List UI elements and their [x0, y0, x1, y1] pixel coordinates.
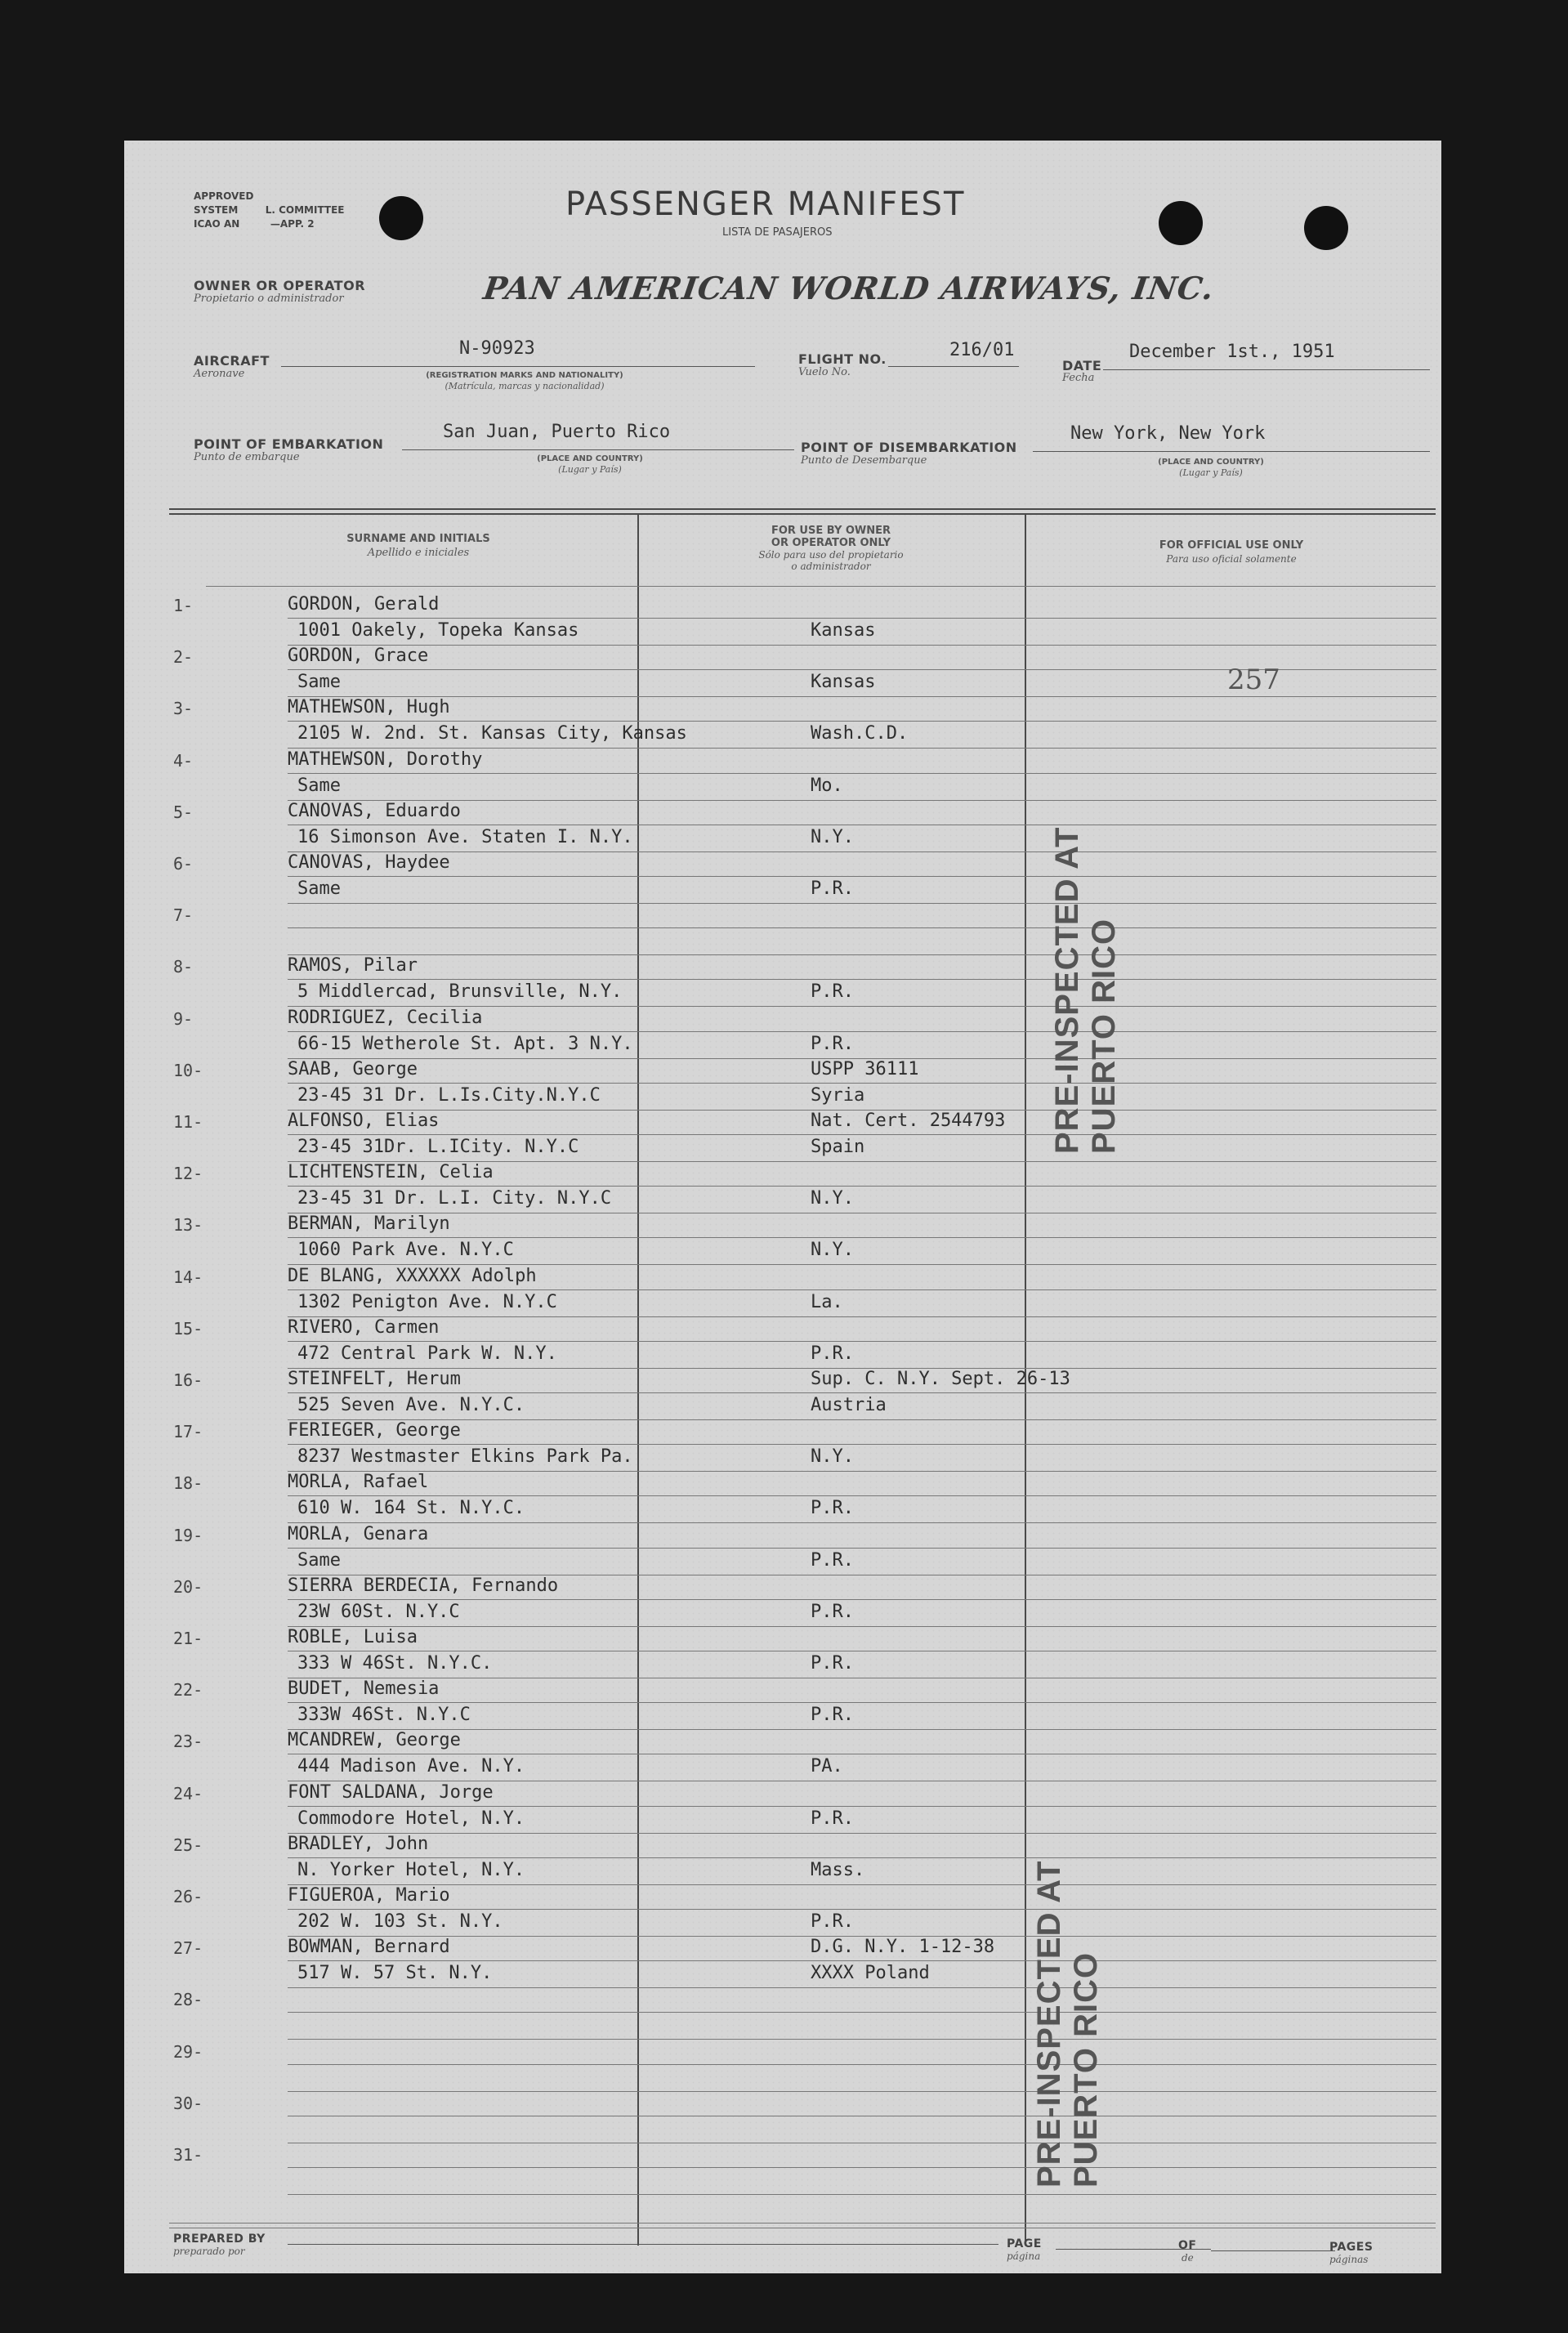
row-number: 14- [173, 1267, 203, 1287]
owner-residence: P.R. [811, 1705, 854, 1726]
row-number: 10- [173, 1060, 203, 1080]
row-number: 4- [173, 750, 194, 771]
table-row [173, 1937, 1436, 1989]
passenger-name: CANOVAS, Eduardo [288, 800, 461, 821]
row-number: 5- [173, 802, 194, 822]
passenger-name: BUDET, Nemesia [288, 1678, 440, 1700]
col-owner-header-2: OR OPERATOR ONLY [771, 537, 891, 549]
table-row [173, 1472, 1436, 1524]
passenger-address: 23-45 31 Dr. L.Is.City.N.Y.C [297, 1084, 601, 1106]
col-owner-header-es-2: o administrador [791, 561, 871, 572]
official-number: 257 [1227, 664, 1280, 696]
passenger-name: ROBLE, Luisa [288, 1627, 418, 1647]
passenger-address: 1302 Penigton Ave. N.Y.C [297, 1291, 557, 1312]
row-number: 16- [173, 1370, 203, 1390]
prepared-by-label: PREPARED BY [173, 2232, 266, 2246]
embarkation-sublabel: Punto de embarque [194, 451, 300, 463]
page-title: PASSENGER MANIFEST [565, 185, 966, 223]
passenger-address: 610 W. 164 St. N.Y.C. [297, 1498, 525, 1519]
row-number: 7- [173, 905, 194, 926]
table-row [173, 1988, 1436, 2040]
airline-name: PAN AMERICAN WORLD AIRWAYS, INC. [480, 270, 1217, 306]
passenger-address: 16 Simonson Ave. Staten I. N.Y. [297, 826, 633, 847]
owner-residence: Mass. [811, 1859, 865, 1880]
disembarkation-value: New York, New York [1070, 423, 1266, 444]
table-row [173, 697, 1436, 749]
table-row [173, 2040, 1436, 2093]
table-row [173, 904, 1436, 956]
owner-residence: Kansas [811, 672, 876, 693]
table-row [173, 594, 1436, 646]
pages-label: PAGES [1329, 2241, 1374, 2254]
embark-place-note-es: (Lugar y País) [558, 464, 622, 475]
table-row [173, 1369, 1436, 1421]
passenger-name: RAMOS, Pilar [288, 955, 418, 977]
passenger-address: 8237 Westmaster Elkins Park Pa. [297, 1446, 633, 1468]
disembarkation-label: POINT OF DISEMBARKATION [801, 440, 1017, 455]
table-row [173, 1162, 1436, 1214]
passenger-name: RODRIGUEZ, Cecilia [288, 1007, 483, 1028]
row-number: 25- [173, 1835, 203, 1855]
table-row [173, 1885, 1436, 1937]
passenger-name: BERMAN, Marilyn [288, 1213, 450, 1235]
row-number: 28- [173, 1990, 203, 2010]
owner-residence: P.R. [811, 1033, 854, 1054]
row-number: 6- [173, 854, 194, 874]
passenger-address: 333W 46St. N.Y.C [297, 1705, 471, 1726]
owner-residence: PA. [811, 1756, 843, 1777]
passenger-address: 517 W. 57 St. N.Y. [297, 1963, 493, 1984]
owner-residence: Mo. [811, 775, 843, 796]
passenger-name: BRADLEY, John [288, 1833, 429, 1854]
table-row [173, 1730, 1436, 1782]
passenger-address: Same [297, 672, 341, 693]
manifest-sheet [124, 141, 1441, 2273]
table-row [173, 1317, 1436, 1370]
flight-value: 216/01 [949, 340, 1015, 360]
row-number: 29- [173, 2041, 203, 2062]
owner-residence: P.R. [811, 1911, 854, 1932]
table-row [173, 852, 1436, 905]
col-official-header: FOR OFFICIAL USE ONLY [1159, 539, 1304, 552]
passenger-address: 1001 Oakely, Topeka Kansas [297, 620, 579, 641]
row-number: 8- [173, 957, 194, 977]
table-row [173, 1420, 1436, 1473]
row-number: 23- [173, 1732, 203, 1752]
owner-residence: P.R. [811, 1343, 854, 1364]
owner-residence: Kansas [811, 620, 876, 641]
flight-sublabel: Vuelo No. [798, 366, 851, 378]
table-row [173, 955, 1436, 1008]
aircraft-label: AIRCRAFT [194, 353, 270, 369]
table-row [173, 2143, 1436, 2196]
aircraft-sublabel: Aeronave [194, 368, 245, 380]
passenger-address: Commodore Hotel, N.Y. [297, 1808, 525, 1829]
owner-residence: N.Y. [811, 1188, 854, 1209]
date-label: DATE [1062, 358, 1102, 373]
date-value: December 1st., 1951 [1129, 342, 1335, 362]
table-row [173, 1575, 1436, 1628]
row-number: 2- [173, 647, 194, 668]
passenger-address: 23W 60St. N.Y.C [297, 1601, 460, 1622]
passenger-address: Same [297, 1549, 341, 1571]
owner-residence: P.R. [811, 1601, 854, 1622]
owner-residence: La. [811, 1291, 843, 1312]
row-number: 31- [173, 2145, 203, 2165]
passenger-address: 23-45 31Dr. L.ICity. N.Y.C [297, 1137, 579, 1157]
table-row [173, 1782, 1436, 1835]
pages-sublabel: páginas [1329, 2254, 1369, 2265]
owner-residence: P.R. [811, 981, 854, 1003]
owner-residence: XXXX Poland [811, 1963, 930, 1984]
passenger-name: LICHTENSTEIN, Celia [288, 1162, 494, 1183]
table-row [173, 1627, 1436, 1679]
table-row [173, 1834, 1436, 1886]
row-number: 24- [173, 1783, 203, 1803]
punch-hole [379, 196, 423, 240]
table-row [173, 1524, 1436, 1576]
owner-residence: P.R. [811, 1549, 854, 1571]
row-number: 20- [173, 1576, 203, 1597]
passenger-name: CANOVAS, Haydee [288, 852, 450, 873]
of-sublabel: de [1182, 2252, 1194, 2264]
row-number: 27- [173, 1938, 203, 1959]
page-sublabel: página [1007, 2250, 1041, 2262]
preinspected-stamp: PRE-INSPECTED AT PUERTO RICO [1031, 1860, 1104, 2188]
passenger-name: MATHEWSON, Dorothy [288, 749, 483, 770]
passenger-address: 5 Middlercad, Brunsville, N.Y. [297, 981, 623, 1003]
table-row [173, 1059, 1436, 1111]
row-number: 11- [173, 1112, 203, 1132]
punch-hole [1304, 206, 1348, 250]
passenger-name: MATHEWSON, Hugh [288, 697, 450, 718]
row-number: 9- [173, 1008, 194, 1029]
of-label: OF [1178, 2239, 1197, 2252]
disembark-place-note-es: (Lugar y País) [1179, 467, 1243, 478]
row-number: 13- [173, 1215, 203, 1236]
row-number: 22- [173, 1680, 203, 1701]
row-number: 1- [173, 596, 194, 615]
row-number: 21- [173, 1629, 203, 1648]
col-owner-header-es-1: Sólo para uso del propietario [758, 549, 904, 561]
owner-residence: P.R. [811, 1498, 854, 1519]
embarkation-value: San Juan, Puerto Rico [443, 422, 671, 442]
col-official-header-es: Para uso oficial solamente [1166, 553, 1297, 565]
passenger-name: MORLA, Rafael [288, 1472, 429, 1493]
passenger-name: FERIEGER, George [288, 1420, 461, 1441]
passenger-address: 472 Central Park W. N.Y. [297, 1343, 557, 1364]
date-sublabel: Fecha [1062, 372, 1095, 384]
preinspected-stamp: PRE-INSPECTED AT PUERTO RICO [1049, 826, 1122, 1154]
table-row [173, 1266, 1436, 1318]
col-surname-header: SURNAME AND INITIALS [346, 533, 490, 545]
table-row [173, 1008, 1436, 1060]
aircraft-value: N-90923 [459, 338, 535, 359]
owner-residence: N.Y. [811, 1446, 854, 1468]
col-owner-header-1: FOR USE BY OWNER [771, 525, 891, 537]
passenger-name: MORLA, Genara [288, 1523, 429, 1544]
owner-residence: P.R. [811, 1653, 854, 1674]
page-subtitle: LISTA DE PASAJEROS [722, 226, 833, 239]
passenger-name: MCANDREW, George [288, 1730, 461, 1751]
page-label: PAGE [1007, 2237, 1042, 2250]
owner-residence: N.Y. [811, 1240, 854, 1261]
table-row [173, 1678, 1436, 1731]
embark-place-note: (PLACE AND COUNTRY) [537, 454, 643, 463]
table-row [173, 1111, 1436, 1163]
owner-note: D.G. N.Y. 1-12-38 [811, 1937, 995, 1958]
owner-residence: Austria [811, 1395, 887, 1415]
col-surname-header-es: Apellido e iniciales [367, 547, 470, 559]
owner-note: Sup. C. N.Y. Sept. 26-13 [811, 1369, 1070, 1389]
passenger-address: 2105 W. 2nd. St. Kansas City, Kansas [297, 723, 687, 744]
owner-residence: Spain [811, 1137, 865, 1157]
passenger-name: GORDON, Gerald [288, 594, 440, 615]
passenger-address: 333 W 46St. N.Y.C. [297, 1653, 493, 1674]
owner-residence: P.R. [811, 1808, 854, 1829]
embarkation-label: POINT OF EMBARKATION [194, 436, 384, 452]
owner-residence: Wash.C.D. [811, 723, 909, 744]
owner-sublabel: Propietario o administrador [194, 293, 344, 305]
passenger-address: Same [297, 878, 341, 899]
passenger-address: Same [297, 775, 341, 796]
passenger-address: 66-15 Wetherole St. Apt. 3 N.Y. [297, 1033, 633, 1054]
passenger-name: STEINFELT, Herum [288, 1369, 461, 1389]
approval-block: APPROVED SYSTEM L. COMMITTEE ICAO AN —APP. 2 [194, 190, 345, 230]
passenger-name: GORDON, Grace [288, 646, 429, 667]
passenger-name: FONT SALDANA, Jorge [288, 1781, 494, 1803]
row-number: 18- [173, 1473, 203, 1494]
row-number: 26- [173, 1887, 203, 1906]
flight-label: FLIGHT NO. [798, 351, 887, 367]
passenger-address: 23-45 31 Dr. L.I. City. N.Y.C [297, 1188, 612, 1209]
disembarkation-sublabel: Punto de Desembarque [801, 454, 927, 467]
owner-label: OWNER OR OPERATOR [194, 278, 366, 293]
passenger-name: SAAB, George [288, 1058, 418, 1079]
row-number: 15- [173, 1318, 203, 1339]
registration-note: (REGISTRATION MARKS AND NATIONALITY) [426, 371, 623, 380]
passenger-address: 525 Seven Ave. N.Y.C. [297, 1395, 525, 1415]
row-number: 19- [173, 1525, 203, 1545]
table-row [173, 1213, 1436, 1266]
table-row [173, 2092, 1436, 2144]
punch-hole [1159, 201, 1203, 245]
row-number: 17- [173, 1422, 203, 1442]
table-row [173, 749, 1436, 802]
passenger-name: FIGUEROA, Mario [288, 1885, 450, 1906]
owner-note: Nat. Cert. 2544793 [811, 1111, 1006, 1131]
passenger-name: DE BLANG, XXXXXX Adolph [288, 1265, 537, 1286]
row-number: 30- [173, 2093, 203, 2113]
passenger-address: 444 Madison Ave. N.Y. [297, 1756, 525, 1777]
owner-residence: N.Y. [811, 826, 854, 847]
passenger-name: RIVERO, Carmen [288, 1316, 440, 1338]
passenger-name: BOWMAN, Bernard [288, 1937, 450, 1958]
owner-residence: Syria [811, 1084, 865, 1106]
passenger-address: 202 W. 103 St. N.Y. [297, 1911, 503, 1932]
passenger-name: SIERRA BERDECIA, Fernando [288, 1575, 559, 1596]
row-number: 3- [173, 699, 194, 719]
registration-note-es: (Matrícula, marcas y nacionalidad) [444, 381, 605, 391]
row-number: 12- [173, 1164, 203, 1184]
table-row [173, 801, 1436, 853]
disembark-place-note: (PLACE AND COUNTRY) [1158, 458, 1264, 467]
passenger-name: ALFONSO, Elias [288, 1111, 440, 1131]
prepared-by-sublabel: preparado por [173, 2246, 245, 2257]
passenger-address: N. Yorker Hotel, N.Y. [297, 1859, 525, 1880]
owner-note: USPP 36111 [811, 1058, 919, 1079]
passenger-address: 1060 Park Ave. N.Y.C [297, 1240, 514, 1261]
owner-residence: P.R. [811, 878, 854, 899]
